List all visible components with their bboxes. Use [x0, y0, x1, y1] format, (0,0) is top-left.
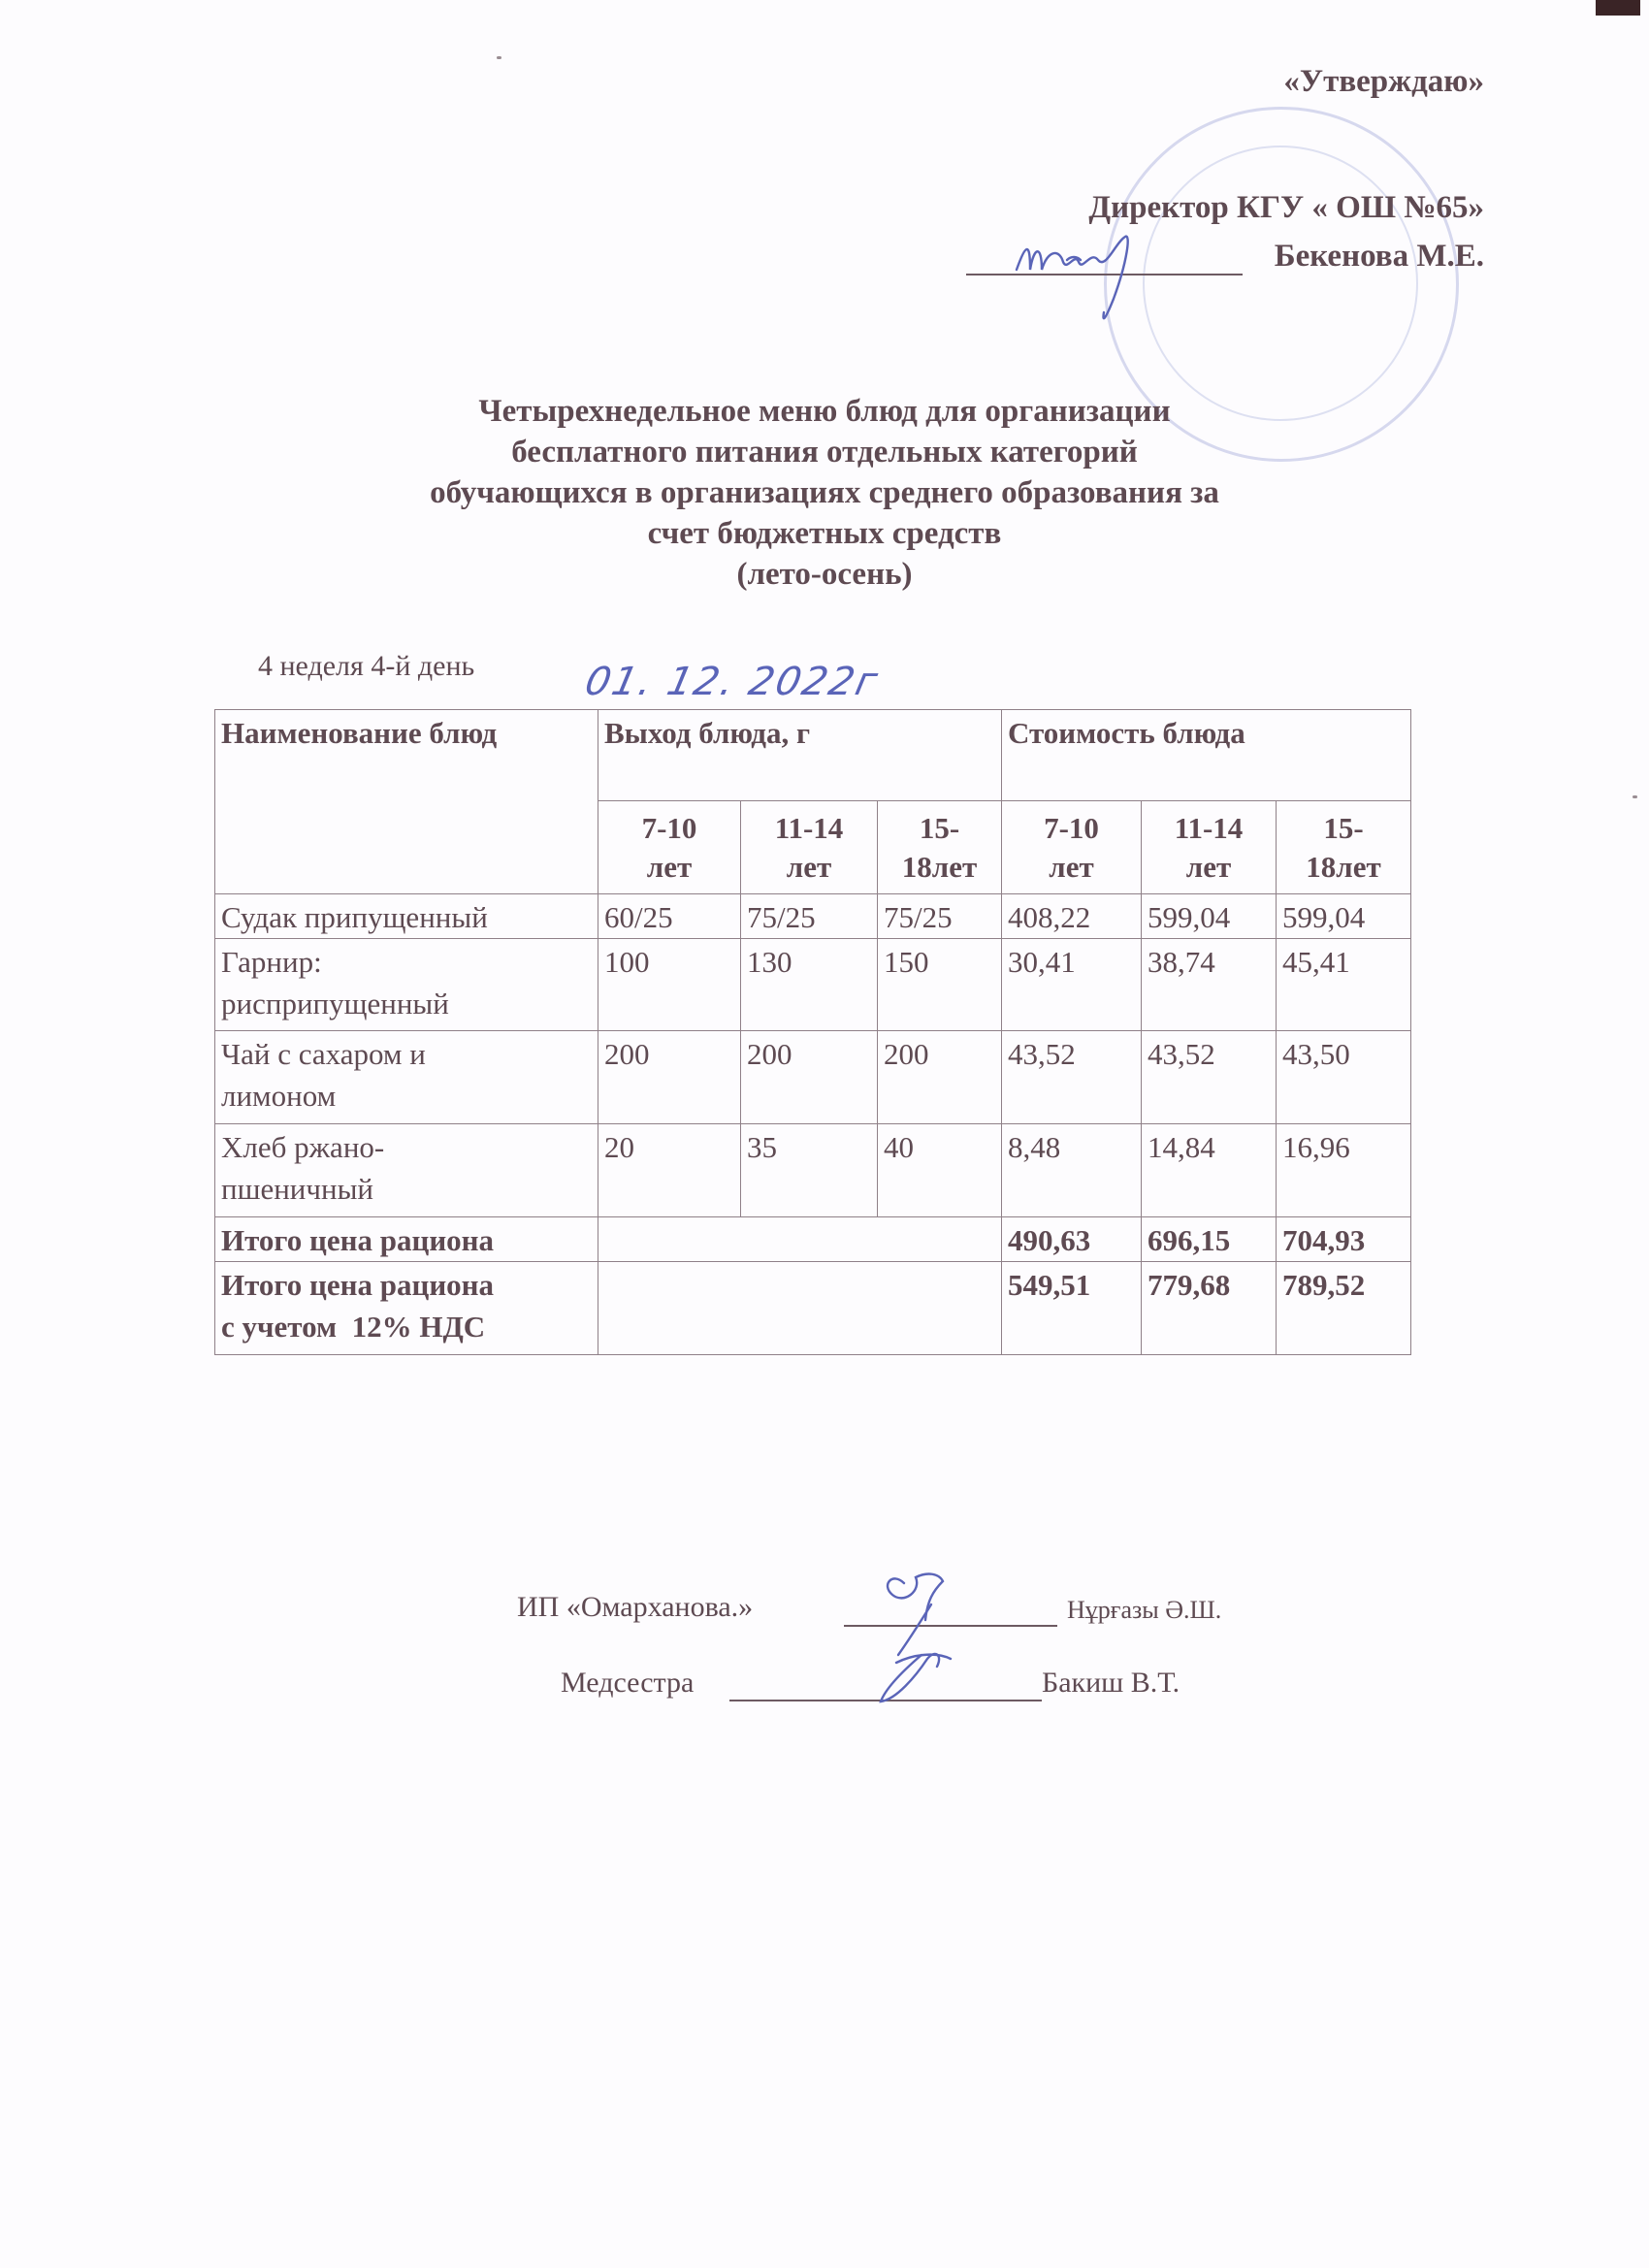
yield-cell: 130 [741, 939, 878, 1031]
total-cost-cell: 704,93 [1277, 1217, 1411, 1262]
cost-cell: 30,41 [1002, 939, 1142, 1031]
yield-cell: 75/25 [878, 894, 1002, 939]
age-range: 7-10 [641, 811, 697, 845]
title-line: обучающихся в организациях среднего образования за [430, 475, 1219, 510]
age-group-header [1142, 801, 1277, 894]
age-range: 11-14 [774, 811, 844, 845]
approval-heading: «Утверждаю» [1283, 64, 1484, 99]
dish-name [215, 894, 598, 939]
total-empty-cell [598, 1217, 1002, 1262]
age-range: 11-14 [1174, 811, 1244, 845]
age-group-header [1002, 801, 1142, 894]
cost-cell: 45,41 [1277, 939, 1411, 1031]
total-vat-cost-cell: 779,68 [1142, 1262, 1277, 1355]
age-range: 15- [919, 811, 960, 845]
dish-name [215, 1124, 598, 1217]
table-row [215, 1124, 1411, 1217]
table-row [215, 1031, 1411, 1124]
cost-cell: 43,52 [1002, 1031, 1142, 1124]
total-vat-row [215, 1262, 1411, 1355]
cost-cell: 8,48 [1002, 1124, 1142, 1217]
total-label-line: Итого цена рациона [221, 1223, 495, 1257]
dish-name-line: лимоном [221, 1079, 337, 1113]
cost-cell: 14,84 [1142, 1124, 1277, 1217]
director-signature [1009, 223, 1164, 330]
header-dish-name: Наименование блюд [215, 710, 598, 894]
dish-name-line: пшеничный [221, 1172, 373, 1206]
cost-cell: 43,50 [1277, 1031, 1411, 1124]
cost-cell: 599,04 [1277, 894, 1411, 939]
cost-cell: 38,74 [1142, 939, 1277, 1031]
yield-cell: 100 [598, 939, 741, 1031]
yield-cell: 60/25 [598, 894, 741, 939]
document-title [291, 391, 1358, 595]
total-vat-cost-cell: 789,52 [1277, 1262, 1411, 1355]
cost-cell: 43,52 [1142, 1031, 1277, 1124]
week-day-label: 4 неделя 4-й день [258, 650, 475, 682]
cost-cell: 16,96 [1277, 1124, 1411, 1217]
total-label-line: с учетом 12% НДС [221, 1310, 486, 1344]
signature-name-nurse: Бакиш В.Т. [1042, 1667, 1180, 1699]
age-unit: 18лет [1306, 850, 1381, 884]
yield-cell: 20 [598, 1124, 741, 1217]
age-unit: лет [1185, 850, 1232, 884]
approval-signatory: Бекенова М.Е. [1274, 239, 1484, 274]
age-unit: 18лет [901, 850, 978, 884]
total-empty-cell [598, 1262, 1002, 1355]
handwritten-date: 01. 12. 2022г [581, 660, 884, 704]
cost-cell: 599,04 [1142, 894, 1277, 939]
ip-and-nurse-signatures [854, 1562, 999, 1717]
table-header-row [215, 710, 1411, 801]
title-line: бесплатного питания отдельных категорий [511, 435, 1138, 470]
age-group-header [1277, 801, 1411, 894]
age-group-header [741, 801, 878, 894]
age-group-header [598, 801, 741, 894]
header-yield: Выход блюда, г [598, 710, 1002, 801]
yield-cell: 200 [741, 1031, 878, 1124]
title-line: счет бюджетных средств [647, 516, 1002, 551]
yield-cell: 40 [878, 1124, 1002, 1217]
scan-corner-mark [1596, 0, 1640, 16]
total-label [215, 1217, 598, 1262]
dish-name-line: рисприпущенный [221, 987, 449, 1021]
dish-name-line: Гарнир: [221, 945, 322, 979]
dish-name-line: Хлеб ржано- [221, 1130, 385, 1164]
dish-name [215, 939, 598, 1031]
total-cost-cell: 490,63 [1002, 1217, 1142, 1262]
total-cost-cell: 696,15 [1142, 1217, 1277, 1262]
total-vat-cost-cell: 549,51 [1002, 1262, 1142, 1355]
age-unit: лет [1049, 850, 1094, 884]
cost-cell: 408,22 [1002, 894, 1142, 939]
age-range: 15- [1323, 811, 1364, 845]
table-row [215, 939, 1411, 1031]
yield-cell: 200 [598, 1031, 741, 1124]
yield-cell: 200 [878, 1031, 1002, 1124]
signature-role-nurse: Медсестра [561, 1667, 695, 1699]
menu-table [214, 709, 1411, 1355]
title-line: Четырехнедельное меню блюд для организации [478, 394, 1171, 429]
signature-role-ip: ИП «Омарханова.» [517, 1591, 754, 1623]
dish-name-line: Чай с сахаром и [221, 1037, 426, 1071]
signature-name-ip: Нұрғазы Ә.Ш. [1067, 1596, 1222, 1624]
yield-cell: 75/25 [741, 894, 878, 939]
scan-speck [497, 56, 501, 59]
yield-cell: 35 [741, 1124, 878, 1217]
total-row [215, 1217, 1411, 1262]
table-row [215, 894, 1411, 939]
total-label-line: Итого цена рациона [221, 1268, 495, 1302]
yield-cell: 150 [878, 939, 1002, 1031]
age-group-header [878, 801, 1002, 894]
header-cost: Стоимость блюда [1002, 710, 1411, 801]
title-line: (лето-осень) [736, 557, 913, 592]
dish-name-line: Судак припущенный [221, 900, 488, 934]
age-unit: лет [646, 850, 693, 884]
total-vat-label [215, 1262, 598, 1355]
dish-name [215, 1031, 598, 1124]
approval-position: Директор КГУ « ОШ №65» [1088, 190, 1484, 225]
scan-speck [1633, 795, 1637, 798]
age-unit: лет [786, 850, 832, 884]
age-range: 7-10 [1044, 811, 1099, 845]
